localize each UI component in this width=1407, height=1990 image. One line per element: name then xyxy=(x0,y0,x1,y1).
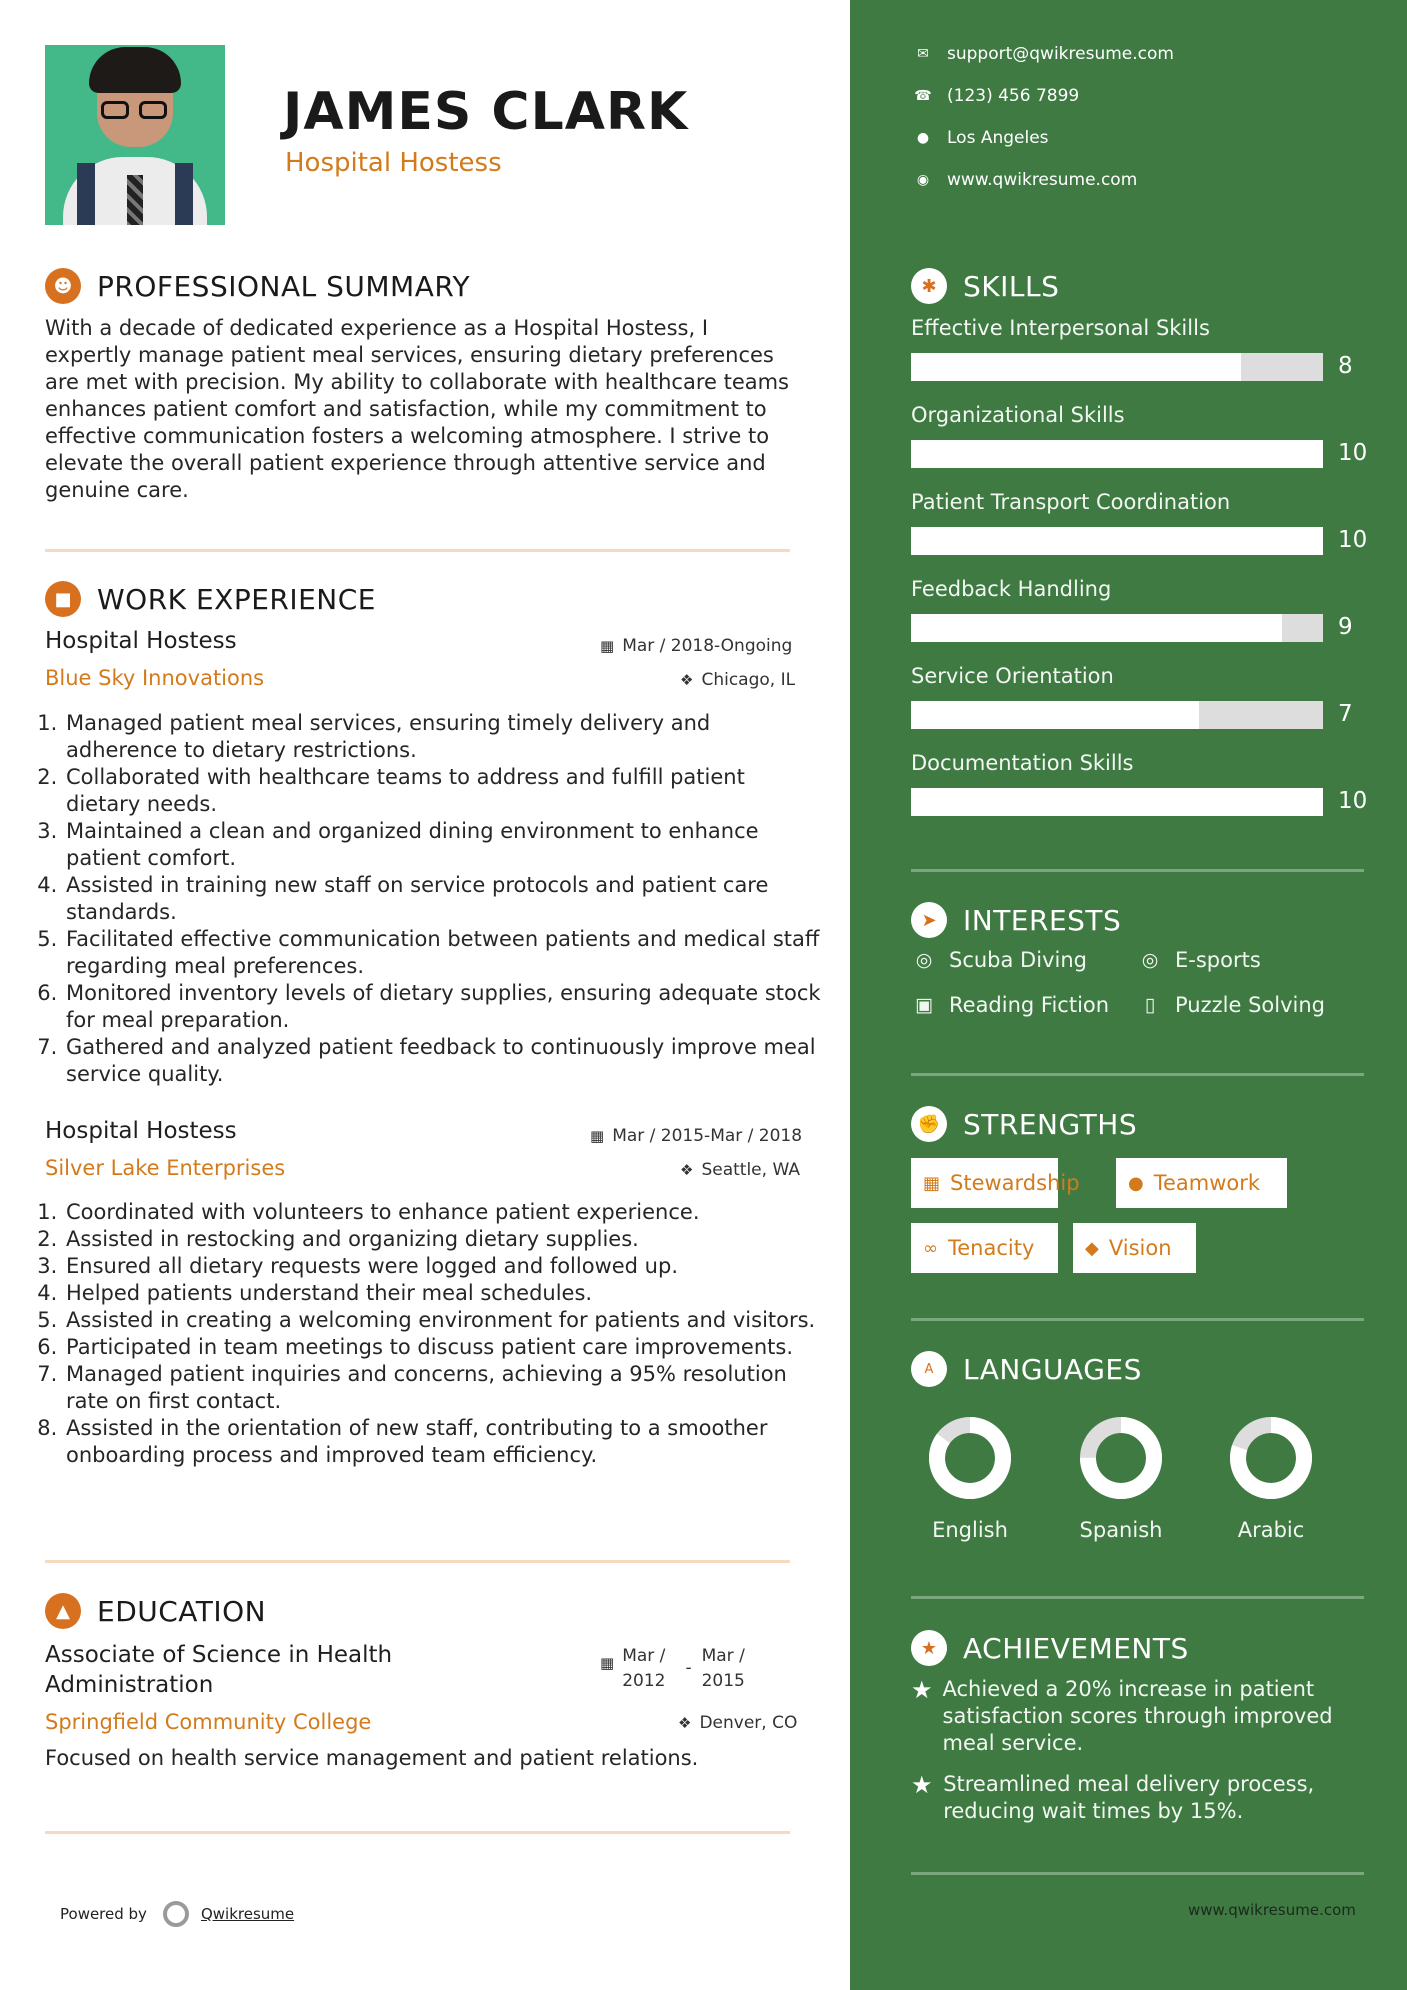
achievement-item: ★ Streamlined meal delivery process, reducing wait times by 15%. xyxy=(911,1771,1315,1823)
skill-bar xyxy=(911,353,1323,381)
section-divider xyxy=(45,1560,790,1563)
list-item: 5. Facilitated effective communication between patients and medical staff regarding meal preferences. xyxy=(64,926,824,980)
pushpin-icon: ❖ xyxy=(680,1161,694,1179)
languages-title: LANGUAGES xyxy=(963,1352,1142,1386)
skill-score: 10 xyxy=(1338,440,1368,466)
skill-score: 8 xyxy=(1338,353,1353,379)
qwikresume-logo-icon xyxy=(163,1901,189,1927)
pushpin-icon: ❖ xyxy=(678,1714,692,1732)
achievement-item: ★ Achieved a 20% increase in patient satisfaction scores through improved meal service. xyxy=(911,1676,1333,1755)
summary-text: With a decade of dedicated experience as a Hospital Hostess, I expertly manage patient meal services, ensuring dietary preferences are met with precision. My ability to collaborate with healthcare teams enhances patient comfort and satisfaction, while my commitment to effective communication fosters a welcoming atmosphere. I strive to elevate the overall patient experience through attentive service and genuine care. xyxy=(45,316,790,502)
phone-icon: ☎ xyxy=(914,88,932,104)
education-description: Focused on health service management and patient relations. xyxy=(45,1746,699,1770)
job-company: Silver Lake Enterprises xyxy=(45,1156,286,1180)
graduate-icon: ▲ xyxy=(45,1593,81,1629)
education-heading xyxy=(45,1593,266,1629)
skills-title: SKILLS xyxy=(963,269,1060,303)
skill-bar xyxy=(911,440,1323,468)
section-divider xyxy=(911,869,1364,872)
list-item: 3. Ensured all dietary requests were logged and followed up. xyxy=(64,1253,824,1280)
users-icon: ● xyxy=(1128,1172,1144,1194)
section-divider xyxy=(911,1596,1364,1599)
skill-bar-fill xyxy=(911,440,1323,468)
paper-plane-icon: ➤ xyxy=(911,902,947,938)
skill-bar-fill xyxy=(911,353,1241,381)
skills-heading xyxy=(911,268,1059,304)
summary-heading xyxy=(45,268,470,304)
list-item: 4. Helped patients understand their meal schedules. xyxy=(64,1280,824,1307)
skill-name: Feedback Handling xyxy=(911,577,1112,601)
strengths-title: STRENGTHS xyxy=(963,1107,1138,1141)
skill-name: Patient Transport Coordination xyxy=(911,490,1231,514)
list-item: 2. Assisted in restocking and organizing dietary supplies. xyxy=(64,1226,824,1253)
job-title: Hospital Hostess xyxy=(45,1118,237,1144)
language-item: Spanish xyxy=(1066,1414,1176,1542)
skill-bar xyxy=(911,527,1323,555)
achievements-heading xyxy=(911,1630,1189,1666)
skill-score: 7 xyxy=(1338,701,1353,727)
envelope-icon: ✉ xyxy=(917,46,929,62)
star-icon: ★ xyxy=(911,1771,933,1799)
skill-bar-fill xyxy=(911,701,1199,729)
profile-photo xyxy=(45,45,225,225)
interest-item: ◎ Scuba Diving xyxy=(911,948,1087,972)
fist-icon: ✊ xyxy=(911,1106,947,1142)
job-duties-list xyxy=(40,710,824,1088)
contact-email[interactable]: ✉ support@qwikresume.com xyxy=(911,44,1174,64)
language-ring xyxy=(1227,1414,1315,1502)
strengths-heading xyxy=(911,1106,1137,1142)
section-divider xyxy=(45,1831,790,1834)
skill-score: 10 xyxy=(1338,788,1368,814)
skill-score: 10 xyxy=(1338,527,1368,553)
binoculars-icon: ◆ xyxy=(1085,1237,1099,1259)
candidate-name: JAMES CLARK xyxy=(283,82,689,142)
globe-icon: ◉ xyxy=(916,172,930,188)
interest-item: ◎ E-sports xyxy=(1137,948,1261,972)
list-item: 1. Managed patient meal services, ensuring timely delivery and adherence to dietary restrictions. xyxy=(64,710,824,764)
lifebuoy-icon: ◎ xyxy=(1141,949,1159,971)
list-item: 6. Participated in team meetings to discuss patient care improvements. xyxy=(64,1334,824,1361)
achievements-title: ACHIEVEMENTS xyxy=(963,1631,1189,1665)
star-icon: ★ xyxy=(911,1676,933,1704)
job-date: ▦ Mar / 2018-Ongoing xyxy=(600,636,793,656)
experience-heading xyxy=(45,581,376,617)
user-icon: ☻ xyxy=(45,268,81,304)
calendar-icon: ▦ xyxy=(600,1654,615,1672)
list-item: 7. Managed patient inquiries and concerns, achieving a 95% resolution rate on first contact. xyxy=(64,1361,824,1415)
list-item: 2. Collaborated with healthcare teams to address and fulfill patient dietary needs. xyxy=(64,764,824,818)
pushpin-icon: ❖ xyxy=(680,671,694,689)
list-item: 1. Coordinated with volunteers to enhance patient experience. xyxy=(64,1199,824,1226)
job-location: ❖ Seattle, WA xyxy=(680,1160,800,1180)
languages-heading xyxy=(911,1351,1142,1387)
list-item: 8. Assisted in the orientation of new staff, contributing to a smoother onboarding process and improved team efficiency. xyxy=(64,1415,824,1469)
contact-location: ● Los Angeles xyxy=(911,128,1049,148)
qwikresume-link[interactable]: Qwikresume xyxy=(200,1905,295,1923)
summary-title: PROFESSIONAL SUMMARY xyxy=(97,269,471,303)
education-date: ▦ Mar / 2012 - Mar / 2015 xyxy=(600,1646,745,1691)
calendar-icon: ▦ xyxy=(600,637,615,655)
job-date: ▦ Mar / 2015-Mar / 2018 xyxy=(590,1126,803,1146)
language-ring xyxy=(1077,1414,1165,1502)
lightbulb-icon: ✱ xyxy=(911,268,947,304)
strength-chip: ▦ Stewardship xyxy=(911,1158,1058,1208)
skill-bar xyxy=(911,701,1323,729)
link-icon: ∞ xyxy=(923,1237,938,1259)
skill-bar xyxy=(911,788,1323,816)
job-duties-list xyxy=(40,1199,824,1469)
location-pin-icon: ● xyxy=(916,130,930,146)
degree-title: Associate of Science in Health Administration xyxy=(45,1642,393,1698)
powered-by: Powered by Qwikresume xyxy=(60,1901,294,1927)
language-ring xyxy=(926,1414,1014,1502)
candidate-role: Hospital Hostess xyxy=(285,148,502,178)
skill-name: Service Orientation xyxy=(911,664,1114,688)
section-divider xyxy=(911,1318,1364,1321)
skill-name: Organizational Skills xyxy=(911,403,1125,427)
list-item: 5. Assisted in creating a welcoming environment for patients and visitors. xyxy=(64,1307,824,1334)
language-item: Arabic xyxy=(1216,1414,1326,1542)
education-location: ❖ Denver, CO xyxy=(678,1713,798,1733)
skill-score: 9 xyxy=(1338,614,1353,640)
section-divider xyxy=(911,1073,1364,1076)
skill-name: Effective Interpersonal Skills xyxy=(911,316,1210,340)
briefcase-icon: ▦ xyxy=(923,1172,941,1194)
strength-chip: ∞ Tenacity xyxy=(911,1223,1058,1273)
star-badge-icon: ★ xyxy=(911,1630,947,1666)
interest-item: ▣ Reading Fiction xyxy=(911,993,1109,1017)
school-name: Springfield Community College xyxy=(45,1710,372,1734)
list-item: 4. Assisted in training new staff on service protocols and patient care standards. xyxy=(64,872,824,926)
interests-title: INTERESTS xyxy=(963,903,1122,937)
section-divider xyxy=(911,1872,1364,1875)
list-item: 3. Maintained a clean and organized dining environment to enhance patient comfort. xyxy=(64,818,824,872)
footer-website-link[interactable]: www.qwikresume.com xyxy=(1188,1901,1356,1919)
skill-bar-fill xyxy=(911,788,1323,816)
interests-heading xyxy=(911,902,1121,938)
job-title: Hospital Hostess xyxy=(45,628,237,654)
skill-bar-fill xyxy=(911,614,1282,642)
book-icon: ▯ xyxy=(1144,994,1156,1016)
contact-website[interactable]: ◉ www.qwikresume.com xyxy=(911,170,1137,190)
list-item: 6. Monitored inventory levels of dietary supplies, ensuring adequate stock for meal preparation. xyxy=(64,980,824,1034)
calendar-icon: ▦ xyxy=(590,1127,605,1145)
contact-phone[interactable]: ☎ (123) 456 7899 xyxy=(911,86,1079,106)
strength-chip: ● Teamwork xyxy=(1116,1158,1287,1208)
list-item: 7. Gathered and analyzed patient feedback to continuously improve meal service quality. xyxy=(64,1034,824,1088)
gamepad-icon: ▣ xyxy=(915,994,933,1016)
lifebuoy-icon: ◎ xyxy=(915,949,933,971)
chair-icon: ■ xyxy=(45,581,81,617)
education-title: EDUCATION xyxy=(97,1594,267,1628)
job-location: ❖ Chicago, IL xyxy=(680,670,796,690)
skill-name: Documentation Skills xyxy=(911,751,1134,775)
strength-chip: ◆ Vision xyxy=(1073,1223,1196,1273)
job-company: Blue Sky Innovations xyxy=(45,666,265,690)
language-icon: A xyxy=(911,1351,947,1387)
experience-title: WORK EXPERIENCE xyxy=(97,582,376,616)
interest-item: ▯ Puzzle Solving xyxy=(1137,993,1325,1017)
skill-bar-fill xyxy=(911,527,1323,555)
skill-bar xyxy=(911,614,1323,642)
language-item: English xyxy=(915,1414,1025,1542)
section-divider xyxy=(45,549,790,552)
